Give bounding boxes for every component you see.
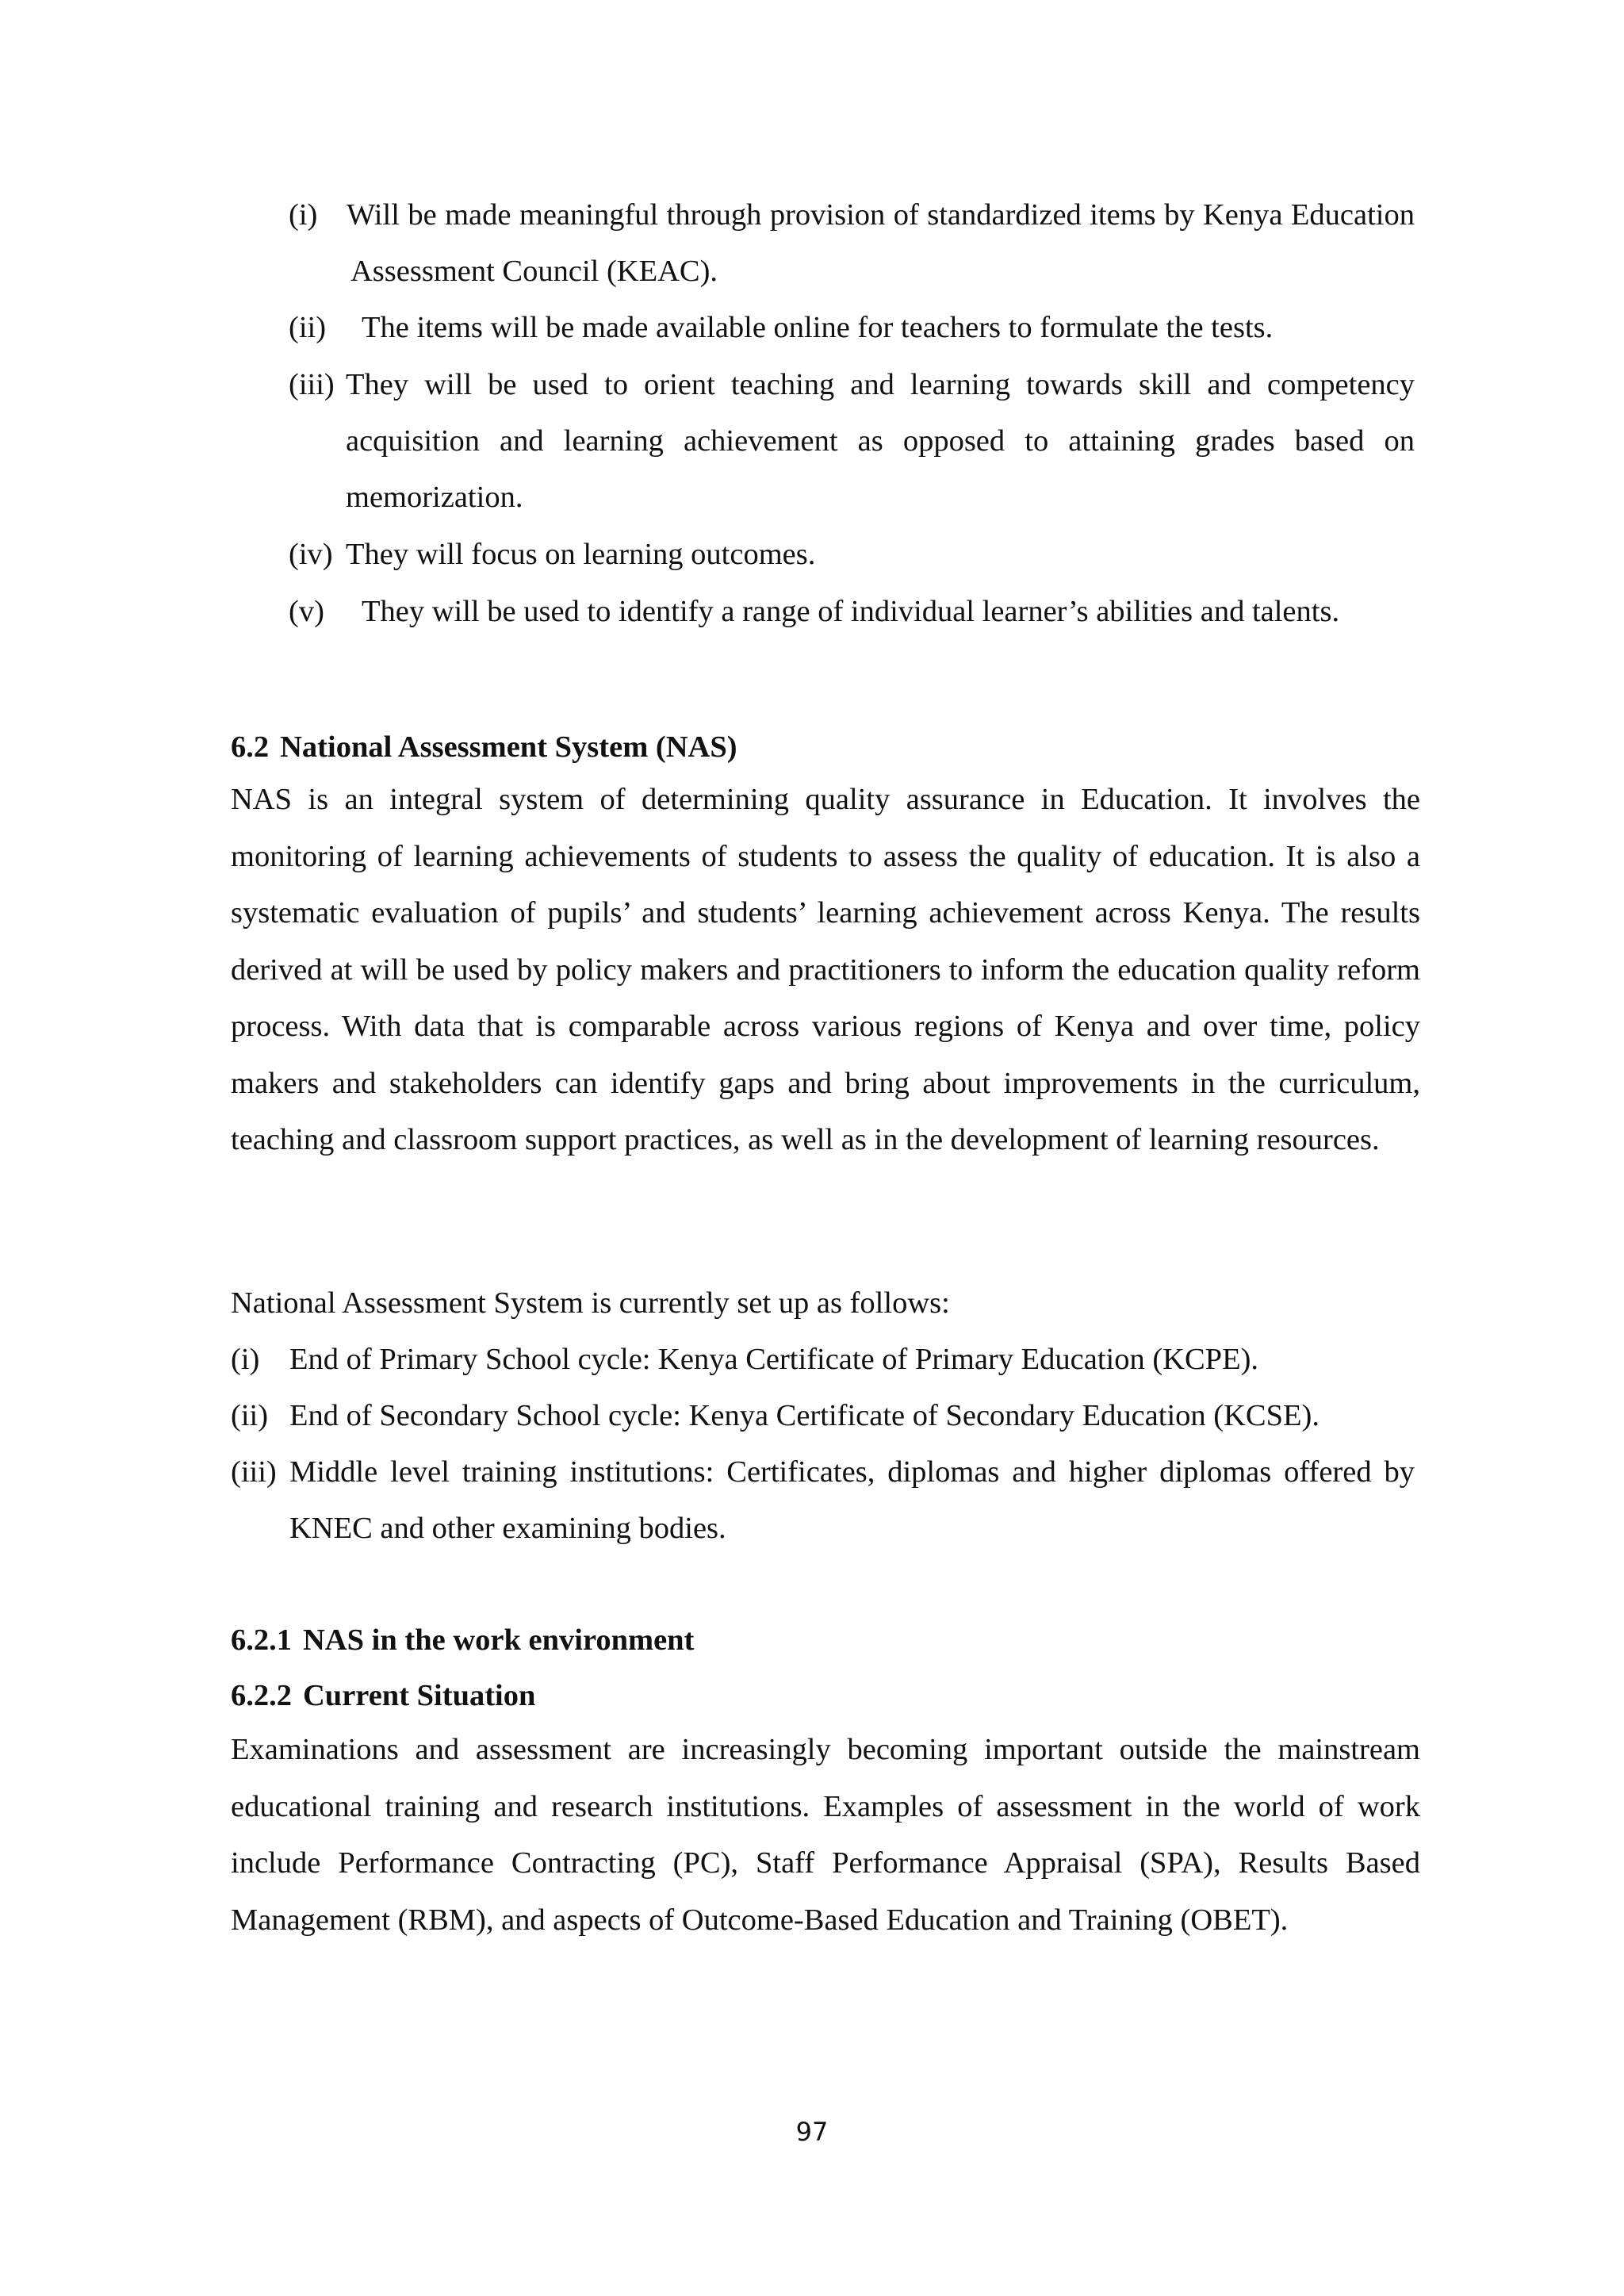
list-marker: (iii) <box>231 1455 277 1489</box>
list-item-text: They will focus on learning outcomes. <box>346 538 816 571</box>
section-number: 6.2.2 <box>231 1679 292 1712</box>
list-item-text: They will be used to identify a range of individual learner’s abilities and talents. <box>362 595 1340 628</box>
page-number: 97 <box>795 2117 829 2147</box>
intro-list-item <box>289 357 1415 526</box>
list-item-text: Middle level training institutions: Certificates, diplomas and higher diplomas offered by KNEC and other examining bodies. <box>289 1455 1415 1545</box>
section-6-2-2-paragraph: Examinations and assessment are increasingly becoming important outside the mainstream educational training and research institutions. Examples of assessment in the world of work include Performance Contracting (PC), Staff Performance Appraisal (SPA), Results Based Management (RBM), and aspects of Outcome-Based Education and Training (OBET). <box>231 1733 1420 1937</box>
list-marker: (iv) <box>289 538 333 571</box>
intro-list-item <box>289 187 1415 300</box>
section-6-2-paragraph: NAS is an integral system of determining quality assurance in Education. It involves the monitoring of learning achievements of students to assess the quality of education. It is also a systematic evaluation of pupils’ and students’ learning achievement across Kenya. The results derived at will be used by policy makers and practitioners to inform the education quality reform process. With data that is comparable across various regions of Kenya and over time, policy makers and stakeholders can identify gaps and bring about improvements in the curriculum, teaching and classroom support practices, as well as in the development of learning resources. <box>231 783 1420 1156</box>
section-heading-6-2-2 <box>231 1672 535 1719</box>
section-title: National Assessment System (NAS) <box>280 730 737 764</box>
section-heading-6-2 <box>231 723 737 771</box>
setup-list-item <box>231 1388 1415 1444</box>
setup-list-item <box>231 1332 1415 1388</box>
list-marker: (iii) <box>289 368 335 401</box>
list-item-text: End of Primary School cycle: Kenya Certificate of Primary Education (KCPE). <box>289 1343 1259 1376</box>
list-marker: (i) <box>231 1343 260 1376</box>
list-item-text: End of Secondary School cycle: Kenya Certificate of Secondary Education (KCSE). <box>289 1399 1320 1432</box>
section-number: 6.2.1 <box>231 1623 292 1657</box>
setup-list-item <box>231 1444 1415 1557</box>
list-item-text: The items will be made available online for teachers to formulate the tests. <box>362 311 1274 344</box>
list-item-text: Will be made meaningful through provision of standardized items by Kenya Education Assessment Council (KEAC). <box>347 198 1415 288</box>
section-title: Current Situation <box>303 1679 536 1712</box>
intro-list-item <box>289 300 1415 356</box>
list-marker: (v) <box>289 595 324 628</box>
list-item-text: They will be used to orient teaching and learning towards skill and competency acquisition and learning achievement as opposed to attaining grades based on memorization. <box>346 368 1415 514</box>
intro-list-item <box>289 584 1415 640</box>
intro-list-item <box>289 527 1415 583</box>
list-marker: (i) <box>289 198 318 232</box>
section-heading-6-2-1 <box>231 1616 694 1664</box>
section-number: 6.2 <box>231 730 270 764</box>
section-title: NAS in the work environment <box>303 1623 695 1657</box>
setup-intro-text: National Assessment System is currently set up as follows: <box>231 1286 950 1320</box>
list-marker: (ii) <box>289 311 327 344</box>
list-marker: (ii) <box>231 1399 269 1432</box>
